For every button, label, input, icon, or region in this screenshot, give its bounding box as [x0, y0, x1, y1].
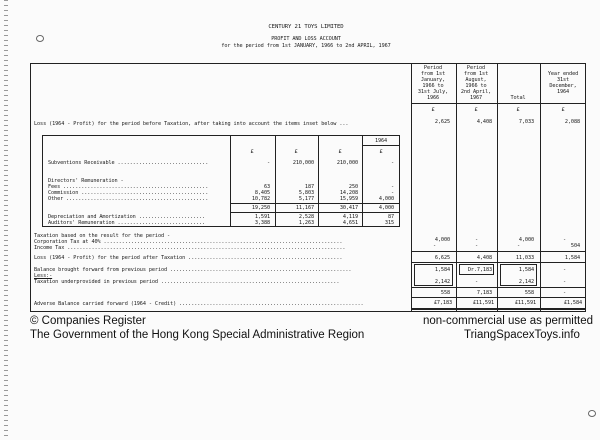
cell-value: 15,959	[339, 196, 358, 202]
column-rule	[540, 63, 541, 312]
adverse-value: £1,584	[563, 300, 582, 306]
tax-value: -	[474, 243, 478, 249]
rule	[411, 287, 586, 288]
cell-value: 87	[387, 214, 394, 220]
cell-value: 14,208	[339, 190, 358, 196]
cell-value: 4,651	[342, 220, 358, 226]
punch-hole	[36, 35, 44, 42]
cell-value: 11,167	[295, 205, 314, 211]
corporation-tax-label: Corporation Tax at 40% ...............................................................................	[34, 239, 343, 245]
column-rule	[411, 63, 412, 312]
cell-value: 4,000	[378, 196, 394, 202]
cell-value: 1966	[426, 95, 440, 101]
cell-value: 1966 to	[422, 83, 444, 89]
column-rule	[456, 63, 457, 312]
income-tax-label: Income Tax ............................................................................................	[34, 245, 346, 251]
cell-value: 30,417	[339, 205, 358, 211]
underprovided-value: 2,142	[434, 279, 450, 285]
statement-period: for the period from 1st JANUARY, 1966 to 2nd APRIL, 1967	[221, 43, 391, 49]
cell-value: from 1st	[420, 71, 446, 77]
bf-value: Dr.7,183	[467, 267, 492, 273]
header-rule	[411, 103, 586, 104]
cell-value: Period	[423, 65, 443, 71]
inset-year-header: 1964	[374, 138, 388, 144]
underprovided-value: -	[562, 279, 566, 285]
loss-before-tax-value: 2,625	[434, 119, 450, 125]
directors-total: 19,250	[251, 205, 270, 211]
loss-before-tax-label: Loss (1964 - Profit) for the period before Taxation, after taking into account the items inset below ...	[34, 121, 349, 127]
currency-symbol: £	[561, 107, 565, 113]
tax-value: 4,000	[434, 237, 450, 243]
cell-value: 4,000	[378, 205, 394, 211]
commission-label: Commission ..........................................	[48, 190, 209, 196]
rule	[411, 262, 586, 263]
tax-value: 504	[570, 243, 580, 249]
bf-value: -	[562, 267, 566, 273]
column-rule	[497, 63, 498, 312]
statement-title: PROFIT AND LOSS ACCOUNT	[271, 36, 341, 42]
tax-value: -	[516, 243, 520, 249]
fees-label: Fees ................................................	[48, 184, 209, 190]
adverse-balance-label: Adverse Balance carried forward (1964 - Credit) .............................................................	[34, 301, 364, 307]
cell-value: -	[390, 160, 394, 166]
after-tax-value: 4,408	[476, 255, 492, 261]
tax-value: -	[474, 237, 478, 243]
currency-symbol: £	[431, 107, 435, 113]
cell-value: 250	[348, 184, 358, 190]
currency-symbol: £	[516, 107, 520, 113]
subtotal-value: 558	[524, 290, 534, 296]
adverse-value: £11,591	[472, 300, 494, 306]
tax-value: -	[432, 243, 436, 249]
cell-value: 4,119	[342, 214, 358, 220]
binder-edge	[4, 0, 8, 440]
auditors-label: Auditors' Remuneration .............................	[48, 220, 206, 226]
subtotal-value: 558	[440, 290, 450, 296]
company-name: CENTURY 21 TOYS LIMITED	[268, 24, 344, 30]
cell-value: Period	[466, 65, 486, 71]
underprovided-value: 2,142	[518, 279, 534, 285]
cell-value: 1,263	[298, 220, 314, 226]
cell-value: -	[266, 160, 270, 166]
cell-value: 210,000	[336, 160, 358, 166]
cell-value: 2nd April,	[460, 89, 492, 95]
cell-value: December,	[549, 83, 577, 89]
after-tax-value: 11,033	[515, 255, 534, 261]
taxation-label: Taxation based on the result for the period -	[34, 233, 171, 239]
cell-value: -	[390, 184, 394, 190]
currency-symbol: £	[250, 149, 254, 155]
column-header-total: Total	[510, 95, 526, 101]
other-label: Other ...............................................	[48, 196, 209, 202]
currency-symbol: £	[294, 149, 298, 155]
subventions-label: Subventions Receivable ..............................	[48, 160, 209, 166]
double-rule	[411, 308, 586, 310]
cell-value: 10,782	[251, 196, 270, 202]
adverse-value: £11,591	[514, 300, 536, 306]
underprovided-value: -	[474, 279, 478, 285]
after-tax-value: 1,584	[564, 255, 580, 261]
currency-symbol: £	[379, 149, 383, 155]
cell-value: 31st July,	[417, 89, 449, 95]
subtotal-value: 7,183	[476, 290, 492, 296]
punch-hole	[588, 410, 596, 417]
cell-value: 315	[384, 220, 394, 226]
depreciation-label: Depreciation and Amortization ......................	[48, 214, 206, 220]
footer-authority: The Government of the Hong Kong Special Administrative Region	[30, 329, 365, 341]
cell-value: -	[390, 190, 394, 196]
subtotal-value: -	[562, 290, 566, 296]
cell-value: 210,000	[292, 160, 314, 166]
tax-underprovided-label: Taxation underprovided in previous period ...........................................................	[34, 279, 340, 285]
bf-value: 1,584	[518, 267, 534, 273]
cell-value: August,	[465, 77, 487, 83]
loss-before-tax-value: 7,033	[518, 119, 534, 125]
adverse-value: £7,183	[433, 300, 452, 306]
cell-value: Year ended	[547, 71, 579, 77]
footer-permission: non-commercial use as permitted	[423, 315, 594, 327]
cell-value: 1,591	[254, 214, 270, 220]
currency-symbol: £	[474, 107, 478, 113]
loss-after-tax-label: Loss (1964 - Profit) for the period after Taxation ...................................................	[34, 255, 343, 261]
directors-heading: Directors' Remuneration -	[48, 178, 124, 184]
footer-copyright: © Companies Register	[30, 315, 146, 327]
cell-value: 187	[304, 184, 314, 190]
currency-symbol: £	[338, 149, 342, 155]
cell-value: 31st	[556, 77, 570, 83]
cell-value: January,	[420, 77, 446, 83]
bf-value: 1,584	[434, 267, 450, 273]
tax-value: -	[562, 237, 566, 243]
cell-value: 1966 to	[465, 83, 487, 89]
rule	[411, 297, 586, 298]
cell-value: 5,177	[298, 196, 314, 202]
after-tax-value: 6,625	[434, 255, 450, 261]
cell-value: 63	[263, 184, 270, 190]
cell-value: 8,405	[254, 190, 270, 196]
cell-value: from 1st	[463, 71, 489, 77]
cell-value: 2,528	[298, 214, 314, 220]
cell-value: 3,388	[254, 220, 270, 226]
less-label: Less:-	[34, 273, 53, 279]
loss-before-tax-value: 4,408	[476, 119, 492, 125]
cell-value: 1964	[556, 89, 570, 95]
cell-value: 1967	[469, 95, 483, 101]
tax-value: 4,000	[518, 237, 534, 243]
loss-before-tax-value: 2,088	[564, 119, 580, 125]
balance-brought-forward-label: Balance brought forward from previous period ............................................................	[34, 267, 352, 273]
rule	[411, 251, 586, 252]
cell-value: 5,803	[298, 190, 314, 196]
footer-site: TriangSpacexToys.info	[464, 329, 580, 341]
